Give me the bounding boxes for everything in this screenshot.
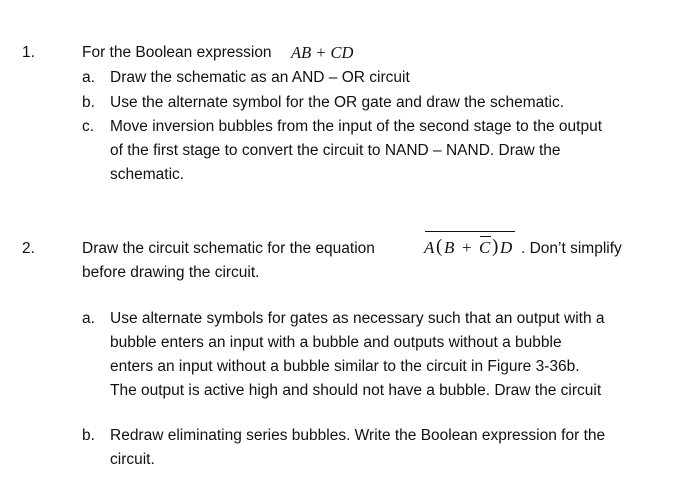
equation-c-complement-bar [480, 236, 491, 237]
question-2a-text-line-3: enters an input without a bubble similar to the circuit in Figure 3-36b. [110, 358, 580, 375]
question-2a-text-line-2: bubble enters an input with a bubble and outputs without a bubble [110, 334, 562, 351]
equation-term-c: C [479, 238, 491, 257]
question-2a-marker: a. [82, 310, 95, 327]
question-2-intro: Draw the circuit schematic for the equation [82, 240, 375, 257]
question-2b-marker: b. [82, 427, 95, 444]
question-1a-text: Draw the schematic as an AND – OR circuit [110, 69, 410, 86]
question-1c-text-line-2: of the first stage to convert the circuit to NAND – NAND. Draw the [110, 142, 561, 159]
question-1c-marker: c. [82, 118, 95, 135]
equation-term-d: D [500, 238, 513, 257]
question-1-intro: For the Boolean expression [82, 44, 272, 61]
question-2a-text-line-1: Use alternate symbols for gates as necessary such that an output with a [110, 310, 605, 327]
equation-term-a: A [424, 238, 435, 257]
equation-term-b: B [444, 238, 455, 257]
question-2a-text-line-4: The output is active high and should not have a bubble. Draw the circuit [110, 382, 602, 399]
equation-close-paren: ) [492, 236, 499, 257]
question-2-number: 2. [22, 240, 35, 257]
equation-plus: + [462, 238, 472, 257]
question-1a-marker: a. [82, 69, 95, 86]
question-2b-text-line-2: circuit. [110, 451, 155, 468]
question-2b-text-line-1: Redraw eliminating series bubbles. Write the Boolean expression for the [110, 427, 606, 444]
question-1-expression: AB + CD [291, 43, 354, 62]
question-1-number: 1. [22, 44, 35, 61]
question-2-line-2: before drawing the circuit. [82, 264, 260, 281]
question-1b-marker: b. [82, 94, 95, 111]
equation-complement-bar [425, 231, 515, 232]
question-2-after-equation: . Don’t simplify [521, 240, 622, 257]
equation-open-paren: ( [436, 236, 443, 257]
question-1c-text-line-1: Move inversion bubbles from the input of the second stage to the output [110, 118, 603, 135]
question-1c-text-line-3: schematic. [110, 166, 185, 183]
question-1b-text: Use the alternate symbol for the OR gate and draw the schematic. [110, 94, 565, 111]
